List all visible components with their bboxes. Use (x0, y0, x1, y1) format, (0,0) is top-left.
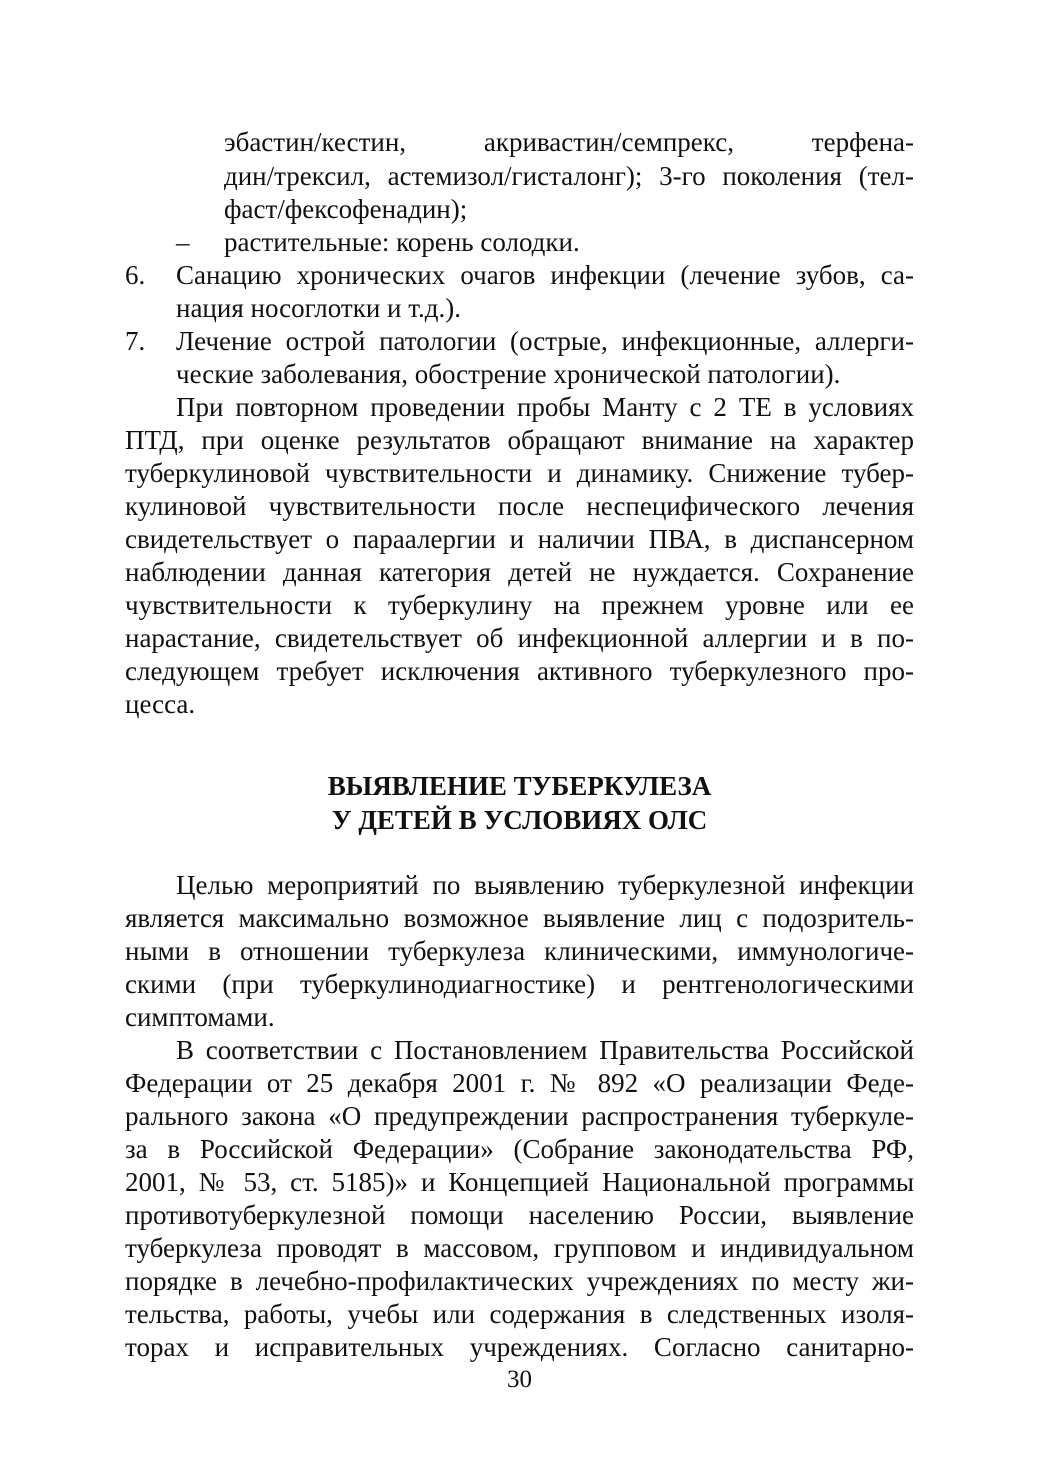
list-item-number: 7. (125, 326, 146, 356)
paragraph-line: является максимально возможное выявление лиц с подозритель- (125, 903, 914, 933)
paragraph-line: противотуберкулезной помощи населению России, выявление (125, 1200, 914, 1230)
paragraph-line: следующем требует исключения активного туберкулезного про- (125, 656, 914, 686)
section-heading-line: У ДЕТЕЙ В УСЛОВИЯХ ОЛС (331, 805, 708, 835)
paragraph-line: наблюдении данная категория детей не нуждается. Сохранение (125, 557, 914, 587)
list-item-number: 6. (125, 260, 146, 290)
paragraph-line: тельства, работы, учебы или содержания в следственных изоля- (125, 1299, 914, 1329)
paragraph-line: 2001, № 53, ст. 5185)» и Концепцией Национальной программы (125, 1167, 914, 1197)
sub-item-line: дин/трексил, астемизол/гисталонг); 3-го поколения (тел- (224, 161, 914, 191)
paragraph-line: чувствительности к туберкулину на прежнем уровне или ее (125, 590, 914, 620)
dash-marker: – (176, 227, 190, 257)
paragraph-line: кулиновой чувствительности после неспецифического лечения (125, 491, 914, 521)
list-item-line: Санацию хронических очагов инфекции (лечение зубов, са- (176, 260, 914, 290)
dash-item-text: растительные: корень солодки. (224, 227, 580, 257)
list-item-line: Лечение острой патологии (острые, инфекционные, аллерги- (176, 326, 914, 356)
paragraph-line: за в Российской Федерации» (Собрание законодательства РФ, (125, 1134, 914, 1164)
list-item-line: нация носоглотки и т.д.). (176, 293, 461, 323)
sub-item-line: фаст/фексофенадин); (224, 194, 468, 224)
paragraph-line: цесса. (125, 689, 196, 719)
paragraph-line: торах и исправительных учреждениях. Согласно санитарно- (125, 1332, 914, 1362)
paragraph-line: нарастание, свидетельствует об инфекционной аллергии и в по- (125, 623, 914, 653)
paragraph-line: В соответствии с Постановлением Правительства Российской (176, 1035, 914, 1065)
paragraph-line: При повторном проведении пробы Манту с 2 ТЕ в условиях (176, 392, 914, 422)
page-number: 30 (507, 1366, 532, 1393)
paragraph-line: Федерации от 25 декабря 2001 г. № 892 «О реализации Феде- (125, 1068, 914, 1098)
paragraph-line: Целью мероприятий по выявлению туберкулезной инфекции (176, 870, 914, 900)
paragraph-line: рального закона «О предупреждении распространения туберкуле- (125, 1101, 914, 1131)
list-item-line: ческие заболевания, обострение хронической патологии). (176, 359, 841, 389)
paragraph-line: скими (при туберкулинодиагностике) и рентгенологическими (125, 969, 914, 999)
paragraph-line: порядке в лечебно-профилактических учреждениях по месту жи- (125, 1266, 914, 1296)
paragraph-line: туберкулеза проводят в массовом, групповом и индивидуальном (125, 1233, 914, 1263)
paragraph-line: ными в отношении туберкулеза клиническими, иммунологиче- (125, 936, 914, 966)
paragraph-line: симптомами. (125, 1002, 275, 1032)
paragraph-line: ПТД, при оценке результатов обращают внимание на характер (125, 425, 914, 455)
paragraph-line: туберкулиновой чувствительности и динамику. Снижение тубер- (125, 458, 914, 488)
section-heading-line: ВЫЯВЛЕНИЕ ТУБЕРКУЛЕЗА (327, 771, 712, 801)
sub-item-line: эбастин/кестин, акривастин/семпрекс, терфена- (224, 127, 914, 157)
paragraph-line: свидетельствует о параалергии и наличии ПВА, в диспансерном (125, 524, 914, 554)
